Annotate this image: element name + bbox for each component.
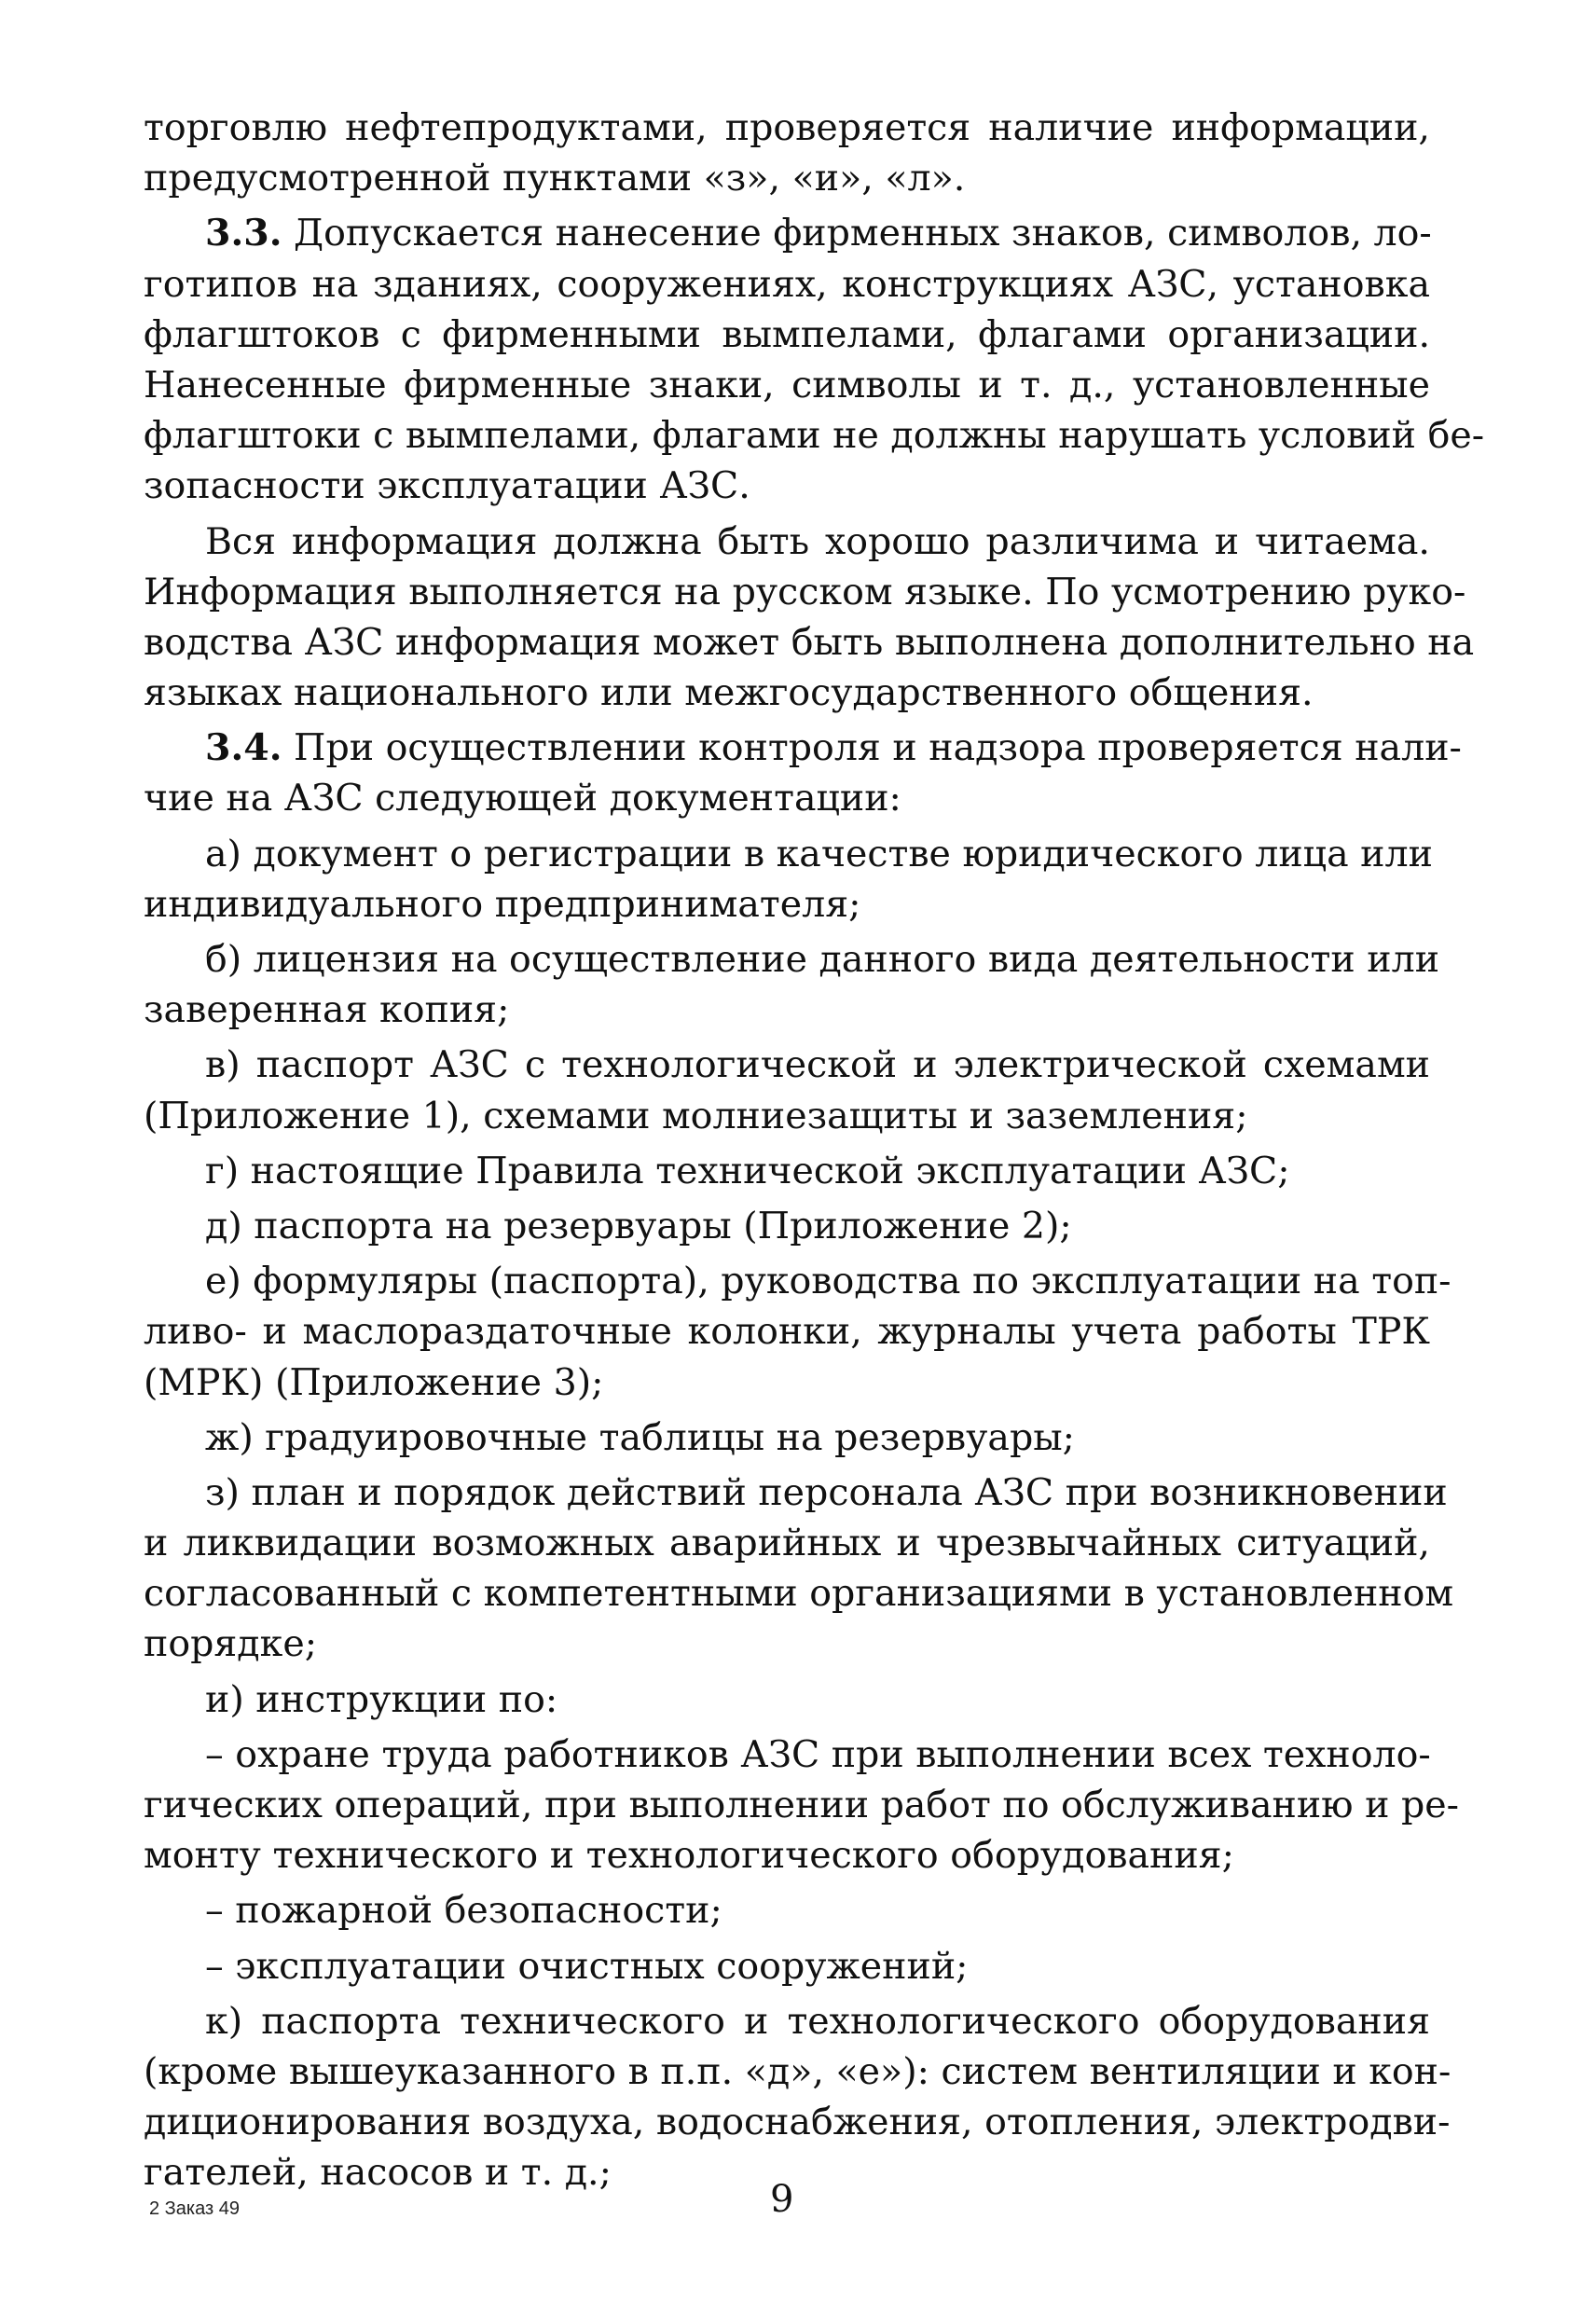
text-line	[144, 360, 1430, 410]
text-line	[144, 1941, 1430, 1991]
line-text: ж) градуировочные таблицы на резервуары;	[205, 1415, 1075, 1459]
text-line	[144, 259, 1430, 310]
line-text: Допускается нанесение фирменных знаков, символов, ло-	[282, 212, 1432, 255]
text-line	[144, 1518, 1430, 1568]
line-text: г) настоящие Правила технической эксплуатации АЗС;	[205, 1149, 1290, 1192]
line-text: б) лицензия на осуществление данного вида деятельности или	[205, 938, 1440, 981]
text-line	[144, 153, 1430, 203]
line-text: (МРК) (Приложение 3);	[144, 1360, 604, 1404]
line-text: торговлю нефтепродуктами, проверяется наличие информации,	[144, 106, 1430, 149]
text-line	[144, 517, 1430, 567]
line-text: (Приложение 1), схемами молниезащиты и заземления;	[144, 1094, 1248, 1137]
text-line	[144, 1674, 1430, 1725]
line-text: флагштоков с фирменными вымпелами, флагами организации.	[144, 312, 1430, 356]
page-number: 9	[770, 2178, 794, 2221]
line-text: е) формуляры (паспорта), руководства по эксплуатации на топ-	[205, 1260, 1452, 1303]
text-line	[144, 567, 1466, 617]
line-text: диционирования воздуха, водоснабжения, отопления, электродви-	[144, 2101, 1451, 2144]
paragraph	[144, 1674, 1430, 1725]
paragraph	[144, 1040, 1430, 1140]
section-number: 3.4.	[205, 726, 282, 770]
line-text: – пожарной безопасности;	[205, 1889, 722, 1933]
text-line	[144, 879, 1430, 930]
text-line	[144, 1830, 1430, 1881]
line-text: з) план и порядок действий персонала АЗС при возникновении	[205, 1470, 1448, 1514]
text-line	[144, 1885, 1430, 1936]
text-line	[144, 617, 1475, 668]
text-line	[144, 934, 1440, 985]
text-line	[144, 1996, 1430, 2046]
text-line	[144, 1256, 1452, 1306]
line-text: водства АЗС информация может быть выполнена дополнительно на	[144, 620, 1475, 664]
text-line	[144, 773, 1430, 823]
paragraph	[144, 1468, 1454, 1670]
line-text: чие на АЗС следующей документации:	[144, 777, 901, 820]
line-text: а) документ о регистрации в качестве юридического лица или	[205, 832, 1433, 875]
text-line	[144, 1091, 1430, 1141]
line-text: д) паспорта на резервуары (Приложение 2);	[205, 1204, 1072, 1247]
paragraph	[144, 829, 1433, 930]
text-line	[144, 1729, 1430, 1780]
paragraph	[144, 934, 1440, 1035]
text-line	[144, 985, 1430, 1035]
line-text: и ликвидации возможных аварийных и чрезвычайных ситуаций,	[144, 1522, 1430, 1565]
line-text: Вся информация должна быть хорошо различима и читаема.	[205, 519, 1430, 563]
text-line	[144, 2046, 1452, 2097]
text-line	[144, 410, 1485, 461]
line-text: монту технического и технологического оборудования;	[144, 1834, 1234, 1878]
text-line	[144, 1412, 1430, 1463]
text-line	[144, 2097, 1451, 2147]
text-line	[144, 103, 1430, 153]
paragraph	[144, 1729, 1460, 1881]
document-body	[144, 103, 1485, 2203]
text-line	[144, 829, 1433, 879]
text-line	[144, 1468, 1448, 1518]
text-line	[144, 1306, 1430, 1357]
text-line	[144, 461, 1430, 511]
section-number: 3.3.	[205, 212, 282, 255]
line-text: согласованный с компетентными организациями в установленном	[144, 1572, 1454, 1616]
paragraph	[144, 1941, 1430, 1991]
text-line	[144, 1619, 1430, 1669]
paragraph	[144, 1996, 1452, 2198]
text-line	[144, 1201, 1430, 1251]
line-text: При осуществлении контроля и надзора проверяется нали-	[282, 726, 1462, 770]
line-text: заверенная копия;	[144, 988, 510, 1032]
line-text: флагштоки с вымпелами, флагами не должны нарушать условий бе-	[144, 414, 1485, 458]
line-text: гических операций, при выполнении работ по обслуживанию и ре-	[144, 1784, 1460, 1826]
paragraph	[144, 1256, 1452, 1408]
line-text: порядке;	[144, 1622, 318, 1666]
text-line	[144, 1146, 1430, 1196]
paragraph	[144, 723, 1462, 823]
line-text: к) паспорта технического и технологического оборудования	[205, 1999, 1430, 2043]
line-text: Нанесенные фирменные знаки, символы и т. д., установленные	[144, 363, 1430, 407]
text-line	[144, 208, 1430, 258]
line-text: зопасности эксплуатации АЗС.	[144, 464, 750, 508]
print-signature: 2 Заказ 49	[149, 2198, 240, 2219]
line-text: и) инструкции по:	[205, 1677, 558, 1721]
paragraph	[144, 1412, 1430, 1463]
paragraph	[144, 1885, 1430, 1936]
line-text: предусмотренной пунктами «з», «и», «л».	[144, 157, 966, 200]
paragraph	[144, 517, 1475, 719]
line-text: Информация выполняется на русском языке. По усмотрению руко-	[144, 570, 1466, 613]
paragraph	[144, 208, 1485, 511]
line-text: индивидуального предпринимателя;	[144, 882, 861, 926]
text-line	[144, 1780, 1460, 1830]
text-line	[144, 1040, 1430, 1090]
paragraph	[144, 1146, 1430, 1196]
line-text: – эксплуатации очистных сооружений;	[205, 1944, 969, 1988]
line-text: готипов на зданиях, сооружениях, конструкциях АЗС, установка	[144, 262, 1430, 306]
paragraph	[144, 1201, 1430, 1251]
text-line	[144, 668, 1430, 718]
text-line	[144, 1568, 1454, 1619]
line-text: (кроме вышеуказанного в п.п. «д», «е»): систем вентиляции и кон-	[144, 2049, 1452, 2093]
text-line	[144, 310, 1430, 360]
text-line	[144, 723, 1462, 773]
line-text: гателей, насосов и т. д.;	[144, 2151, 612, 2195]
line-text: ливо- и маслораздаточные колонки, журналы учета работы ТРК	[144, 1310, 1430, 1354]
paragraph	[144, 103, 1430, 203]
text-line	[144, 1357, 1430, 1408]
line-text: в) паспорт АЗС с технологической и электрической схемами	[205, 1043, 1430, 1087]
line-text: – охране труда работников АЗС при выполнении всех техноло-	[205, 1732, 1431, 1776]
line-text: языках национального или межгосударственного общения.	[144, 671, 1314, 715]
